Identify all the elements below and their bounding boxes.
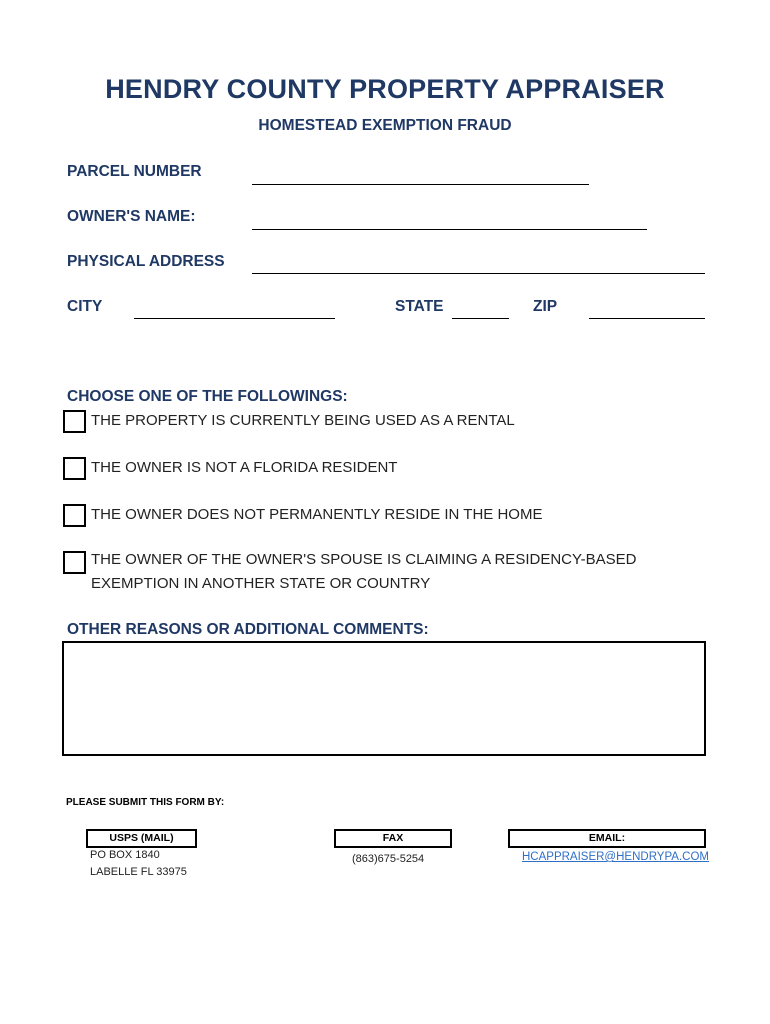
form-title: HENDRY COUNTY PROPERTY APPRAISER <box>105 74 665 104</box>
state-label: STATE <box>395 298 444 315</box>
other-exemption-checkbox[interactable] <box>63 551 86 574</box>
not-florida-resident-checkbox[interactable] <box>63 457 86 480</box>
choices-heading: CHOOSE ONE OF THE FOLLOWINGS: <box>67 388 348 405</box>
fax-label-box: FAX <box>334 829 452 848</box>
physical-address-label: PHYSICAL ADDRESS <box>67 253 225 270</box>
option-rental-label: THE PROPERTY IS CURRENTLY BEING USED AS A RENTAL <box>91 412 515 429</box>
comments-textarea[interactable] <box>62 641 706 756</box>
owners-name-label: OWNER'S NAME: <box>67 208 196 225</box>
email-link[interactable]: HCAPPRAISER@HENDRYPA.COM <box>522 851 709 863</box>
physical-address-field[interactable] <box>252 273 705 274</box>
owners-name-field[interactable] <box>252 229 647 230</box>
usps-label-box: USPS (MAIL) <box>86 829 197 848</box>
state-field[interactable] <box>452 318 509 319</box>
option-other-exemption-line2: EXEMPTION IN ANOTHER STATE OR COUNTRY <box>91 575 431 592</box>
fax-number: (863)675-5254 <box>352 853 425 865</box>
option-not-resident-label: THE OWNER IS NOT A FLORIDA RESIDENT <box>91 459 398 476</box>
city-field[interactable] <box>134 318 335 319</box>
submit-heading: PLEASE SUBMIT THIS FORM BY: <box>66 797 225 808</box>
rental-checkbox[interactable] <box>63 410 86 433</box>
zip-label: ZIP <box>533 298 558 315</box>
city-label: CITY <box>67 298 103 315</box>
parcel-number-field[interactable] <box>252 184 589 185</box>
option-other-exemption-line1: THE OWNER OF THE OWNER'S SPOUSE IS CLAIMING A RESIDENCY-BASED <box>91 551 637 568</box>
parcel-number-label: PARCEL NUMBER <box>67 163 202 180</box>
option-not-permanent-label: THE OWNER DOES NOT PERMANENTLY RESIDE IN THE HOME <box>91 506 543 523</box>
comments-heading: OTHER REASONS OR ADDITIONAL COMMENTS: <box>67 621 429 638</box>
not-permanent-residence-checkbox[interactable] <box>63 504 86 527</box>
email-label-box: EMAIL: <box>508 829 706 848</box>
zip-field[interactable] <box>589 318 705 319</box>
form-subtitle: HOMESTEAD EXEMPTION FRAUD <box>258 117 512 134</box>
usps-address-line1: PO BOX 1840 <box>90 849 160 861</box>
usps-address-line2: LABELLE FL 33975 <box>90 866 187 878</box>
